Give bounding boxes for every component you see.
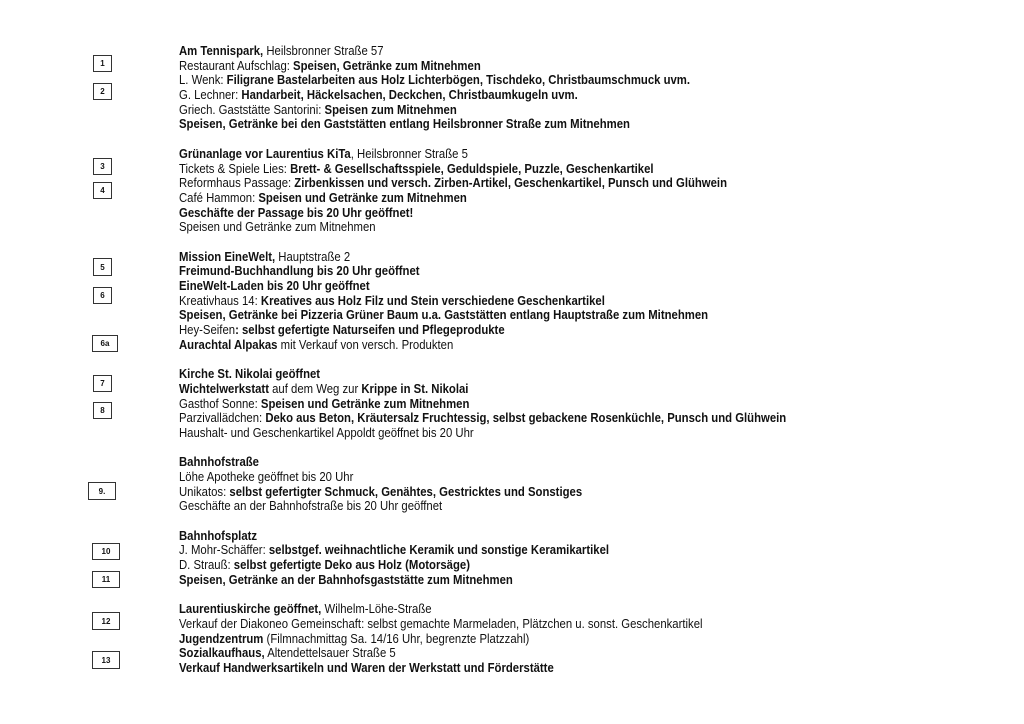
bold-text: Kirche St. Nikolai geöffnet bbox=[179, 367, 321, 382]
text: Altendettelsauer Straße 5 bbox=[264, 646, 396, 661]
bold-text: : selbst gefertigte Naturseifen und Pflegeprodukte bbox=[235, 323, 505, 338]
listing-line bbox=[179, 573, 917, 588]
listing-line bbox=[179, 206, 917, 221]
location-section bbox=[179, 44, 999, 132]
text: auf dem Weg zur bbox=[268, 381, 362, 396]
text: Speisen und Getränke zum Mitnehmen bbox=[179, 220, 376, 235]
listing-line bbox=[179, 499, 917, 514]
listing-line bbox=[179, 338, 917, 353]
listing-line bbox=[179, 294, 917, 309]
text: Haushalt- und Geschenkartikel Appoldt geöffnet bis 20 Uhr bbox=[179, 425, 474, 440]
text: Parzivallädchen: bbox=[179, 411, 266, 426]
bold-text: Bahnhofsplatz bbox=[179, 528, 258, 543]
bold-text: selbst gefertigter Schmuck, Genähtes, Gestricktes und Sonstiges bbox=[229, 484, 583, 499]
text: G. Lechner: bbox=[179, 88, 242, 103]
listing-line bbox=[179, 191, 917, 206]
listing-line bbox=[179, 88, 917, 103]
text: Gasthof Sonne: bbox=[179, 396, 261, 411]
bold-text: Speisen zum Mitnehmen bbox=[324, 102, 457, 117]
text: Löhe Apotheke geöffnet bis 20 Uhr bbox=[179, 469, 354, 484]
text: Geschäfte an der Bahnhofstraße bis 20 Uhr geöffnet bbox=[179, 499, 443, 514]
text: Unikatos: bbox=[179, 484, 230, 499]
listing-line bbox=[179, 176, 917, 191]
marker-box-2: 2 bbox=[93, 83, 112, 100]
text: L. Wenk: bbox=[179, 73, 227, 88]
bold-text: selbst gefertigte Deko aus Holz (Motorsäge) bbox=[233, 558, 470, 573]
text: Griech. Gaststätte Santorini: bbox=[179, 102, 325, 117]
text: mit Verkauf von versch. Produkten bbox=[277, 337, 454, 352]
location-section bbox=[179, 602, 999, 675]
location-heading bbox=[179, 250, 917, 265]
bold-text: Krippe in St. Nikolai bbox=[361, 381, 469, 396]
bold-text: Speisen, Getränke zum Mitnehmen bbox=[293, 58, 481, 73]
location-heading bbox=[179, 529, 917, 544]
listing-line bbox=[179, 411, 917, 426]
marker-box-7: 7 bbox=[93, 375, 112, 392]
text: Wilhelm-Löhe-Straße bbox=[321, 602, 432, 617]
bold-text: Speisen und Getränke zum Mitnehmen bbox=[260, 396, 470, 411]
location-heading bbox=[179, 455, 917, 470]
bold-text: EineWelt-Laden bis 20 Uhr geöffnet bbox=[179, 279, 370, 293]
marker-box-9: 9. bbox=[88, 482, 116, 500]
listing-line bbox=[179, 646, 917, 661]
location-section bbox=[179, 367, 999, 440]
marker-box-6: 6 bbox=[93, 287, 112, 304]
listing-line bbox=[179, 426, 917, 441]
marker-box-12: 12 bbox=[92, 612, 120, 630]
listing-line bbox=[179, 323, 917, 338]
marker-box-5: 5 bbox=[93, 258, 112, 276]
bold-text: Laurentiuskirche geöffnet, bbox=[179, 602, 322, 617]
listing-line bbox=[179, 279, 917, 294]
listing-line bbox=[179, 162, 917, 177]
bold-text: Jugendzentrum bbox=[179, 631, 264, 646]
listing-line bbox=[179, 264, 917, 279]
text: Reformhaus Passage: bbox=[179, 176, 295, 191]
bold-text: Wichtelwerkstatt bbox=[179, 381, 269, 396]
bold-text: Mission EineWelt, bbox=[179, 249, 276, 264]
location-heading bbox=[179, 44, 917, 59]
bold-text: Kreatives aus Holz Filz und Stein verschiedene Geschenkartikel bbox=[260, 293, 605, 308]
text: Hey-Seifen bbox=[179, 323, 236, 338]
location-section bbox=[179, 455, 999, 514]
location-section bbox=[179, 147, 999, 235]
text: , Heilsbronner Straße 5 bbox=[350, 146, 468, 161]
bold-text: Freimund-Buchhandlung bis 20 Uhr geöffnet bbox=[179, 264, 420, 279]
bold-text: Deko aus Beton, Kräutersalz Fruchtessig, selbst gebackene Rosenküchle, Punsch und Glühwein bbox=[265, 411, 787, 426]
text: (Filmnachmittag Sa. 14/16 Uhr, begrenzte Platzzahl) bbox=[263, 631, 530, 646]
text: Tickets & Spiele Lies: bbox=[179, 161, 291, 176]
bold-text: Handarbeit, Häckelsachen, Deckchen, Christbaumkugeln uvm. bbox=[241, 88, 578, 103]
listing-line bbox=[179, 661, 917, 676]
bold-text: Aurachtal Alpakas bbox=[179, 337, 278, 352]
bold-text: Geschäfte der Passage bis 20 Uhr geöffnet! bbox=[179, 205, 414, 220]
marker-box-1: 1 bbox=[93, 55, 112, 72]
marker-box-8: 8 bbox=[93, 402, 112, 419]
listing-line bbox=[179, 470, 917, 485]
listing-line bbox=[179, 543, 917, 558]
bold-text: selbstgef. weihnachtliche Keramik und sonstige Keramikartikel bbox=[268, 543, 610, 558]
marker-box-6a: 6a bbox=[92, 335, 118, 352]
listing-line bbox=[179, 59, 917, 74]
listing-line bbox=[179, 558, 917, 573]
location-heading bbox=[179, 147, 917, 162]
bold-text: Filigrane Bastelarbeiten aus Holz Lichterbögen, Tischdeko, Christbaumschmuck uvm. bbox=[226, 73, 691, 88]
listing-line bbox=[179, 382, 917, 397]
location-section bbox=[179, 529, 999, 588]
marker-box-4: 4 bbox=[93, 182, 112, 199]
marker-box-10: 10 bbox=[92, 543, 120, 560]
bold-text: Am Tennispark, bbox=[179, 44, 264, 58]
bold-text: Speisen und Getränke zum Mitnehmen bbox=[258, 190, 467, 205]
listing-line bbox=[179, 308, 917, 323]
bold-text: Bahnhofstraße bbox=[179, 455, 259, 470]
location-section bbox=[179, 250, 999, 353]
event-listing bbox=[179, 44, 999, 690]
text: Restaurant Aufschlag: bbox=[179, 58, 294, 73]
text: Heilsbronner Straße 57 bbox=[263, 44, 384, 58]
bold-text: Speisen, Getränke an der Bahnhofsgaststätte zum Mitnehmen bbox=[179, 572, 513, 587]
marker-box-11: 11 bbox=[92, 571, 120, 588]
text: Café Hammon: bbox=[179, 190, 259, 205]
marker-box-3: 3 bbox=[93, 158, 112, 175]
location-heading bbox=[179, 367, 917, 382]
listing-line bbox=[179, 73, 917, 88]
bold-text: Speisen, Getränke bei den Gaststätten entlang Heilsbronner Straße zum Mitnehmen bbox=[179, 117, 630, 132]
listing-line bbox=[179, 397, 917, 412]
bold-text: Grünanlage vor Laurentius KiTa bbox=[179, 146, 351, 161]
listing-line bbox=[179, 632, 917, 647]
bold-text: Speisen, Getränke bei Pizzeria Grüner Baum u.a. Gaststätten entlang Hauptstraße zum Mitnehmen bbox=[179, 308, 709, 323]
text: Verkauf der Diakoneo Gemeinschaft: selbst gemachte Marmeladen, Plätzchen u. sonst. Geschenkartikel bbox=[179, 616, 703, 631]
location-heading bbox=[179, 602, 917, 617]
listing-line bbox=[179, 485, 917, 500]
text: J. Mohr-Schäffer: bbox=[179, 543, 269, 558]
listing-line bbox=[179, 617, 917, 632]
listing-line bbox=[179, 117, 917, 132]
marker-box-13: 13 bbox=[92, 651, 120, 669]
listing-line bbox=[179, 103, 917, 118]
text: Hauptstraße 2 bbox=[275, 249, 351, 264]
bold-text: Zirbenkissen und versch. Zirben-Artikel, Geschenkartikel, Punsch und Glühwein bbox=[294, 176, 728, 191]
bold-text: Verkauf Handwerksartikeln und Waren der Werkstatt und Förderstätte bbox=[179, 660, 554, 675]
bold-text: Sozialkaufhaus, bbox=[179, 646, 265, 661]
bold-text: Brett- & Gesellschaftsspiele, Geduldspiele, Puzzle, Geschenkartikel bbox=[290, 161, 654, 176]
text: D. Strauß: bbox=[179, 558, 234, 573]
text: Kreativhaus 14: bbox=[179, 293, 261, 308]
listing-line bbox=[179, 220, 917, 235]
